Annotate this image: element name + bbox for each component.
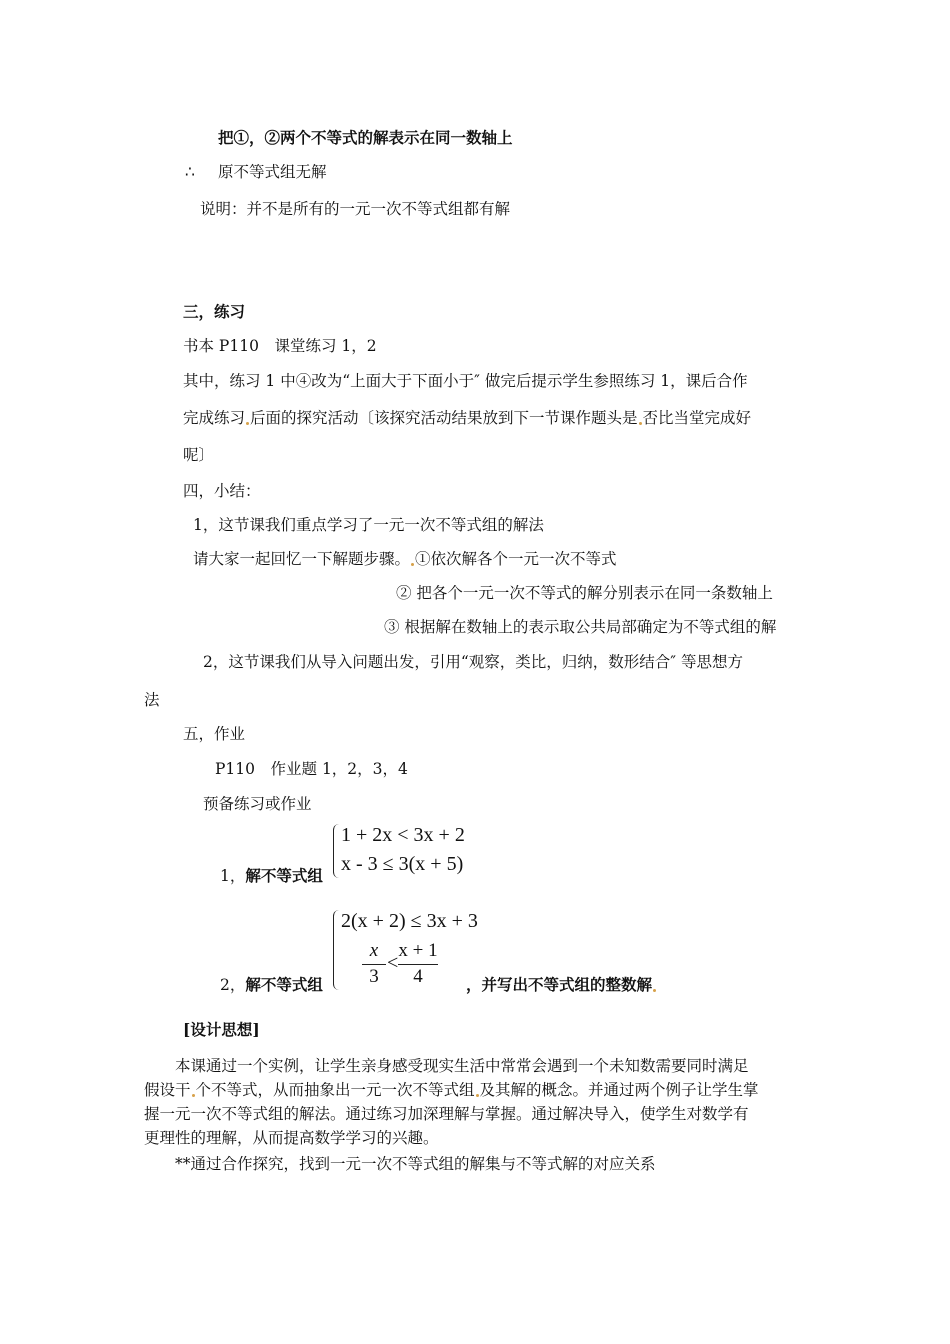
paragraph-line-1: 其中，练习 1 中④改为“上面大于下面小于″ 做完后提示学生参照练习 1，课后合作 <box>183 372 748 390</box>
section-homework-heading: 五，作业 <box>183 725 246 743</box>
paragraph-line-3: 呢〕 <box>183 446 215 464</box>
question-2-brace <box>333 910 339 990</box>
summary-step-2: ② 把各个一元一次不等式的解分别表示在同一条数轴上 <box>396 584 773 602</box>
homework-assignment: P110 作业题 1，2，3，4 <box>215 760 408 778</box>
design-line-4: 更理性的理解，从而提高数学学习的兴趣。 <box>144 1129 439 1147</box>
line-note: 说明：并不是所有的一元一次不等式组都有解 <box>200 200 511 218</box>
line-book-exercises: 书本 P110 课堂练习 1，2 <box>183 337 377 355</box>
prep-practice-label: 预备练习或作业 <box>203 795 312 813</box>
paragraph-line-2: 完成练习 后面的探究活动〔该探究活动结果放到下一节课作题头是 否比当堂完成好 <box>183 409 752 427</box>
question-1-inequality-2: x - 3 ≤ 3(x + 5) <box>341 853 464 875</box>
q2-left-fraction-bar <box>362 964 386 965</box>
q2-right-denominator: 4 <box>413 966 423 987</box>
therefore-symbol: ∴ <box>185 163 195 181</box>
design-thoughts-heading: [设计思想] <box>183 1020 260 1039</box>
design-line-1: 本课通过一个实例，让学生亲身感受现实生活中常常会遇到一个未知数需要同时满足 <box>175 1057 749 1075</box>
question-1-inequality-1: 1 + 2x < 3x + 2 <box>341 824 465 846</box>
summary-item-1: 1，这节课我们重点学习了一元一次不等式组的解法 <box>193 516 544 534</box>
design-line-2: 假设干 个不等式，从而抽象出一元一次不等式组 及其解的概念。并通过两个例子让学生掌 <box>144 1081 759 1099</box>
summary-step-3: ③ 根据解在数轴上的表示取公共局部确定为不等式组的解 <box>384 618 777 636</box>
q2-left-denominator: 3 <box>369 966 379 987</box>
summary-steps-intro: 请大家一起回忆一下解题步骤。 ①依次解各个一元一次不等式 <box>193 550 617 568</box>
question-2-inequality-1: 2(x + 2) ≤ 3x + 3 <box>341 910 478 932</box>
design-line-5: **通过合作探究，找到一元一次不等式组的解集与不等式解的对应关系 <box>175 1155 656 1173</box>
question-1-label: 1，解不等式组 <box>220 866 323 885</box>
section-summary-heading: 四，小结： <box>183 482 261 500</box>
question-2-tail: ，并写出不等式组的整数解 <box>466 975 657 995</box>
q2-right-numerator: x + 1 <box>398 940 438 961</box>
question-2-label: 2，解不等式组 <box>220 975 323 994</box>
line-no-solution: 原不等式组无解 <box>218 163 327 181</box>
q2-right-fraction-bar <box>398 964 438 965</box>
section-practice-heading: 三，练习 <box>183 302 246 321</box>
q2-relation: < <box>387 952 399 974</box>
summary-item-2: 2，这节课我们从导入问题出发，引用“观察，类比，归纳，数形结合″ 等思想方 <box>203 653 744 671</box>
question-1-brace <box>333 824 339 878</box>
line-plot-both: 把①，②两个不等式的解表示在同一数轴上 <box>218 128 513 147</box>
summary-item-2-cont: 法 <box>144 691 160 709</box>
design-line-3: 握一元一次不等式组的解法。通过练习加深理解与掌握。通过解决导入，使学生对数学有 <box>144 1105 749 1123</box>
q2-left-numerator: x <box>369 940 379 961</box>
